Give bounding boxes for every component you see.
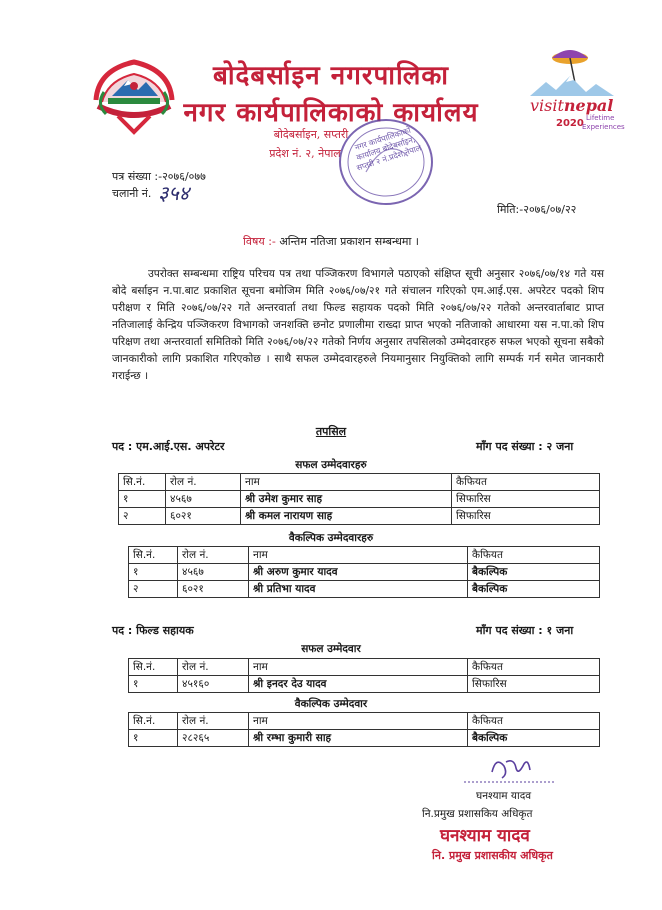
cell-remarks: सिफारिस bbox=[468, 676, 600, 693]
col-name: नाम bbox=[249, 713, 468, 730]
cell-sn: २ bbox=[119, 508, 166, 525]
table-caption: सफल उम्मेदवारहरु bbox=[295, 459, 367, 471]
post-demand-field-assistant: माँग पद संख्या : १ जना bbox=[476, 624, 574, 637]
successful-candidates-table-1 bbox=[118, 473, 600, 525]
cell-name: श्री उमेश कुमार साह bbox=[241, 491, 452, 508]
office-seal bbox=[336, 116, 436, 208]
cell-remarks: बैकल्पिक bbox=[468, 564, 600, 581]
office-province: प्रदेश नं. २, नेपाल bbox=[269, 147, 341, 160]
nepal-word: nepal bbox=[563, 96, 614, 115]
signatory-title: नि.प्रमुख प्रशासकिय अधिकृत bbox=[422, 808, 533, 820]
table-caption: वैकल्पिक उम्मेदवारहरु bbox=[288, 532, 374, 544]
cell-remarks: सिफारिस bbox=[452, 491, 600, 508]
col-sn: सि.नं. bbox=[129, 659, 178, 676]
cell-name: श्री प्रतिभा यादव bbox=[249, 581, 468, 598]
cell-roll: ४५१६० bbox=[178, 676, 249, 693]
col-remarks: कैफियत bbox=[452, 474, 600, 491]
cell-sn: १ bbox=[129, 564, 178, 581]
seal-text: नगर कार्यपालिकाको कार्यालय बोदेबर्साइन, सप्तरी २ नं.प्रदेश,नेपाल bbox=[353, 125, 423, 173]
schedule-heading: तपसिल bbox=[315, 425, 347, 438]
table-caption: सफल उम्मेदवार bbox=[301, 643, 361, 655]
cell-roll: २८२६५ bbox=[178, 730, 249, 747]
cell-remarks: बैकल्पिक bbox=[468, 581, 600, 598]
cell-sn: १ bbox=[129, 730, 178, 747]
stamp-title: नि. प्रमुख प्रशासकीय अधिकृत bbox=[432, 849, 553, 862]
visit-word: visit bbox=[530, 96, 564, 115]
col-roll: रोल नं. bbox=[178, 713, 249, 730]
subject-text: अन्तिम नतिजा प्रकाशन सम्बन्धमा । bbox=[279, 235, 419, 248]
cell-sn: १ bbox=[129, 676, 178, 693]
table-header-row bbox=[129, 659, 600, 676]
table-row bbox=[129, 564, 600, 581]
col-roll: रोल नं. bbox=[178, 659, 249, 676]
cell-name: श्री अरुण कुमार यादव bbox=[249, 564, 468, 581]
table-row bbox=[129, 676, 600, 693]
table-header-row bbox=[129, 547, 600, 564]
alternate-candidates-table-1 bbox=[128, 546, 600, 598]
col-sn: सि.नं. bbox=[129, 547, 178, 564]
table-header-row bbox=[129, 713, 600, 730]
cell-roll: ४५६७ bbox=[166, 491, 241, 508]
office-name-line1: बोदेबर्साइन नगरपालिका bbox=[212, 61, 450, 91]
dispatch-number: ३५४ bbox=[158, 181, 190, 205]
letter-date: मिति:-२०७६/०७/२२ bbox=[497, 203, 577, 216]
col-remarks: कैफियत bbox=[468, 547, 600, 564]
table-row bbox=[119, 491, 600, 508]
cell-name: श्री इनदर देउ यादव bbox=[249, 676, 468, 693]
cell-remarks: बैकल्पिक bbox=[468, 730, 600, 747]
cell-name: श्री रम्भा कुमारी साह bbox=[249, 730, 468, 747]
body-paragraph: उपरोक्त सम्बन्धमा राष्ट्रिय परिचय पत्र तथा पञ्जिकरण विभागले पठाएको संक्षिप्त सूची अनुसार २०७६/०७/१४ गते यस बोदे बर्साइन न.पा.बाट प्रकाशित सूचना बमोजिम मिति २०७६/०७/२१ गते संचालन गरिएको एम.आई.एस. अपरेटर पदको शिप परीक्षण र मिति २०७६/०७/२२ गते अन्तरवार्ता तथा फिल्ड सहायक पदको मिति २०७६/०७/२२ गतेको अन्तरवार्ताबाट प्राप्त नतिजालाई केन्द्रिय पञ्जिकरण विभागको जनशक्ति छनोट प्रणालीमा राख्दा प्राप्त भएको नतिजाको आधारमा यस न.पा.को शिप परिक्षण तथा अन्तरवार्ता समितिको मिति २०७६/०७/२२ गतेको निर्णय अनुसार तपसिलको उम्मेदवारहरु सफल भएको सूचना सबैको जानकारीको लागि प्रकाशित गरिएकोछ । साथै सफल उम्मेदवारहरुले नियमानुसार नियुक्तिको लागि सम्पर्क गर्न समेत जानकारी गराईन्छ । bbox=[112, 268, 604, 382]
col-remarks: कैफियत bbox=[468, 713, 600, 730]
cell-roll: ४५६७ bbox=[178, 564, 249, 581]
subject-label: विषय :- bbox=[243, 235, 276, 248]
office-address: बोदेबर्साइन, सप्तरी bbox=[273, 128, 349, 141]
cell-sn: १ bbox=[119, 491, 166, 508]
successful-candidates-table-2 bbox=[128, 658, 600, 693]
col-name: नाम bbox=[249, 659, 468, 676]
reference-number: पत्र संख्या :-२०७६/०७७ bbox=[112, 170, 206, 183]
cell-roll: ६०२१ bbox=[166, 508, 241, 525]
visit-year: 2020 bbox=[556, 118, 584, 129]
visit-tagline-2: Experiences bbox=[582, 123, 625, 131]
col-name: नाम bbox=[249, 547, 468, 564]
table-row bbox=[129, 581, 600, 598]
col-remarks: कैफियत bbox=[468, 659, 600, 676]
cell-name: श्री कमल नारायण साह bbox=[241, 508, 452, 525]
visit-nepal-logo bbox=[524, 44, 624, 136]
office-name-line2: नगर कार्यपालिकाको कार्यालय bbox=[183, 98, 479, 128]
visit-tagline-1: Lifetime bbox=[586, 114, 615, 122]
col-roll: रोल नं. bbox=[178, 547, 249, 564]
table-caption: वैकल्पिक उम्मेदवार bbox=[294, 698, 368, 710]
col-name: नाम bbox=[241, 474, 452, 491]
cell-sn: २ bbox=[129, 581, 178, 598]
alternate-candidates-table-2 bbox=[128, 712, 600, 747]
col-roll: रोल नं. bbox=[166, 474, 241, 491]
subject-line bbox=[0, 234, 662, 249]
dispatch-label: चलानी नं. bbox=[112, 187, 152, 200]
col-sn: सि.नं. bbox=[129, 713, 178, 730]
col-sn: सि.नं. bbox=[119, 474, 166, 491]
table-row bbox=[119, 508, 600, 525]
post-title-field-assistant: पद : फिल्ड सहायक bbox=[112, 624, 194, 637]
handwritten-signature bbox=[462, 752, 558, 786]
post-title-mis-operator: पद : एम.आई.एस. अपरेटर bbox=[112, 440, 225, 453]
table-header-row bbox=[119, 474, 600, 491]
cell-remarks: सिफारिस bbox=[452, 508, 600, 525]
stamp-name: घनश्याम यादव bbox=[440, 826, 530, 846]
signatory-name: घनश्याम यादव bbox=[476, 790, 532, 802]
cell-roll: ६०२१ bbox=[178, 581, 249, 598]
post-demand-mis-operator: माँग पद संख्या : २ जना bbox=[476, 440, 574, 453]
table-row bbox=[129, 730, 600, 747]
